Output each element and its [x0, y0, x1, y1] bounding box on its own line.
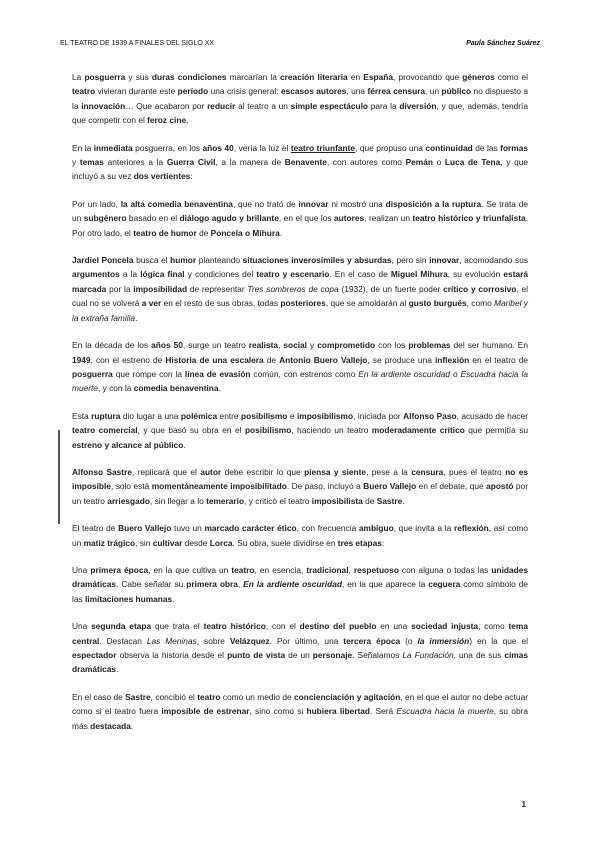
text-run: , con autores como — [326, 157, 406, 168]
text-run: diálogo agudo y brillante — [179, 213, 279, 224]
text-run: Escuadra hacia la muerte — [72, 368, 529, 394]
text-run: . — [116, 664, 119, 675]
text-run: Lorca — [209, 537, 233, 548]
text-run: (1932), de un fuerte poder — [338, 283, 444, 294]
text-run: : — [381, 537, 385, 548]
text-run: y condiciones del — [184, 269, 257, 280]
text-run: gusto burgués — [408, 298, 467, 309]
text-run: Antonio Buero Vallejo — [279, 354, 368, 365]
text-run: , haciendo un teatro — [291, 425, 372, 436]
text-run: España — [363, 72, 393, 82]
text-run: crítico y corrosivo — [443, 283, 517, 294]
text-run: . — [402, 495, 405, 506]
paragraph — [72, 70, 528, 128]
text-run: debe escribir lo que — [221, 466, 305, 477]
text-run: , como — [478, 621, 509, 632]
text-run: arriesgado — [107, 495, 150, 506]
text-run: Poncela o Mihura — [210, 227, 280, 238]
text-run: , que invita a la — [393, 523, 454, 534]
text-run: , en la que cultiva un — [148, 564, 232, 575]
text-run: teatro histórico y triunfalista — [412, 213, 526, 224]
text-run: . Se trata de un — [72, 198, 528, 224]
text-run: posguerra — [84, 72, 126, 82]
text-run: limitaciones humanas — [84, 593, 173, 604]
text-run: ambiguo — [358, 523, 394, 534]
text-run: con los — [375, 340, 409, 351]
text-run: . — [172, 593, 175, 604]
document-title: EL TEATRO DE 1939 A FINALES DEL SIGLO XX — [60, 40, 215, 47]
text-run: concienciación y agitación — [294, 691, 401, 702]
text-run: , un — [425, 86, 442, 97]
text-run: , en el que los — [278, 213, 335, 224]
paragraph — [72, 197, 528, 240]
text-run: Benavente — [284, 157, 327, 168]
text-run: no es imposible — [72, 466, 528, 492]
text-run: Buero Vallejo — [363, 481, 417, 492]
text-run: , con el — [265, 621, 300, 632]
text-run: disposición a la ruptura — [385, 198, 482, 209]
text-run: En el caso de — [72, 691, 126, 702]
text-run: piensa y siente — [304, 466, 367, 477]
text-run: humor — [170, 255, 197, 266]
paragraph — [72, 465, 528, 508]
text-run: situaciones inverosímiles y absurdas — [242, 255, 392, 266]
text-run: . — [279, 227, 283, 238]
text-run: , pues el teatro — [443, 466, 506, 477]
text-run: géneros — [462, 72, 495, 82]
text-run: moderadamente crítico — [371, 425, 465, 436]
text-run: , su evolución — [447, 269, 504, 280]
text-run: basado en el — [126, 213, 180, 224]
text-run: : — [276, 86, 281, 97]
text-run: , realizan un — [364, 213, 413, 224]
text-run: de — [362, 495, 377, 506]
text-run: Alfonso Sastre — [72, 466, 132, 477]
text-run: tres etapas — [337, 537, 382, 548]
text-run: como símbolo de las — [72, 579, 528, 604]
text-run: . Cabe señalar su — [116, 579, 187, 590]
text-run: Esta — [72, 410, 92, 421]
text-run: , a la manera de — [215, 157, 285, 168]
text-run: escasos autores — [280, 86, 347, 97]
text-run: , — [278, 340, 284, 351]
text-run: estará marcada — [72, 269, 529, 294]
text-run: inmediata — [93, 142, 133, 153]
text-run: (o — [400, 635, 418, 646]
text-run: teatro histórico — [203, 621, 266, 632]
text-run: entre — [217, 410, 242, 421]
text-run: , provocando que — [392, 72, 463, 82]
text-run: tradicional — [306, 564, 349, 575]
text-run: ) en la que el — [469, 635, 528, 646]
text-run: , — [348, 564, 354, 575]
text-run: Por un lado, — [72, 198, 121, 209]
text-run: posguerra — [72, 368, 113, 379]
text-run: La — [72, 72, 85, 82]
text-run: … Que acabaron por — [125, 100, 208, 111]
text-run: vivieran durante este — [95, 86, 178, 97]
paragraph — [72, 563, 528, 606]
author-name: Paula Sánchez Suárez — [466, 40, 540, 47]
text-run: , acomodando sus — [459, 255, 529, 266]
text-run: espectador — [72, 650, 117, 660]
text-run: primera obra — [186, 579, 238, 590]
text-run: punto de vista — [227, 650, 286, 660]
text-run: la inmersión — [417, 635, 470, 646]
text-run: observa la historia desde el — [116, 650, 228, 660]
text-run: momentáneamente imposibilitado — [151, 481, 287, 492]
text-run: ruptura — [91, 410, 121, 421]
text-run: en el debate, que — [416, 481, 487, 492]
text-run: férrea censura — [367, 86, 426, 97]
text-run: , y que basó su obra en el — [137, 425, 245, 436]
text-run: , con frecuencia — [296, 523, 359, 534]
text-run: dos vertientes — [133, 171, 191, 182]
text-run: , vería la luz el — [233, 142, 291, 153]
text-run: teatro de humor — [133, 227, 197, 238]
text-run: reducir — [207, 100, 236, 111]
page-number: 1 — [521, 800, 526, 809]
text-run: temas — [79, 157, 104, 168]
text-run: , que se amoldarán al — [325, 298, 409, 309]
paragraph — [72, 690, 528, 733]
text-run: 1949 — [72, 354, 91, 365]
text-run: no dispuesto a la — [72, 86, 529, 111]
text-run: una — [208, 86, 227, 97]
text-run: del ser humano. En — [450, 340, 528, 351]
text-run: anteriores a la — [103, 157, 167, 168]
text-run: Pemán — [405, 157, 433, 168]
text-run: por la — [106, 283, 134, 294]
text-run: como el — [494, 72, 528, 82]
text-run: como un medio de — [220, 691, 295, 702]
text-run: y — [307, 340, 318, 351]
text-run: Sastre — [125, 691, 151, 702]
text-run: . Por otro lado, el — [72, 213, 528, 238]
text-run: temerario — [206, 495, 245, 506]
text-run: argumentos — [72, 269, 120, 280]
text-run: , replicará que el — [131, 466, 201, 477]
text-run: reflexión — [453, 523, 489, 534]
text-run: , que no trató de — [232, 198, 299, 209]
text-run: que trata el — [151, 621, 204, 632]
text-run: imposibilidad — [133, 283, 188, 294]
text-run: años 50 — [151, 340, 183, 351]
text-run: , surge un teatro — [182, 340, 249, 351]
text-run: la alta comedia benaventina — [120, 198, 233, 209]
text-run: En la ardiente oscuridad — [358, 368, 451, 379]
text-run: período — [177, 86, 209, 97]
text-run: respetuoso — [353, 564, 399, 575]
paragraph — [72, 253, 528, 325]
text-run: . Será — [369, 706, 397, 717]
text-run: comedia benaventina — [133, 383, 219, 394]
text-run: por un teatro — [72, 481, 528, 506]
text-run: , el cual no se volverá — [72, 283, 529, 309]
text-run: unidades dramáticas — [72, 564, 529, 590]
paragraph — [72, 409, 528, 452]
text-run: de — [196, 227, 211, 238]
text-run: continuidad — [425, 142, 473, 153]
text-run: innovación — [81, 100, 126, 111]
text-run: hubiera libertad — [306, 706, 370, 717]
text-run: lógica final — [140, 269, 185, 280]
text-run: autores — [334, 213, 365, 224]
text-run: Luca de Tena — [444, 157, 501, 168]
text-run: social — [283, 340, 307, 351]
text-run: . Por último, una — [269, 635, 344, 646]
text-run: primera época — [90, 564, 149, 575]
text-run: . Su obra, suele dividirse en — [232, 537, 338, 548]
text-run: Miguel Mihura — [390, 269, 448, 280]
text-run: Una — [72, 564, 91, 575]
text-run: ni mostró una — [328, 198, 386, 209]
text-run: ceguera — [428, 579, 461, 590]
text-run: destino del pueblo — [299, 621, 377, 632]
text-run: . De paso, incluyó a — [286, 481, 364, 492]
text-run: Las Meninas — [146, 635, 197, 646]
text-run: En la — [72, 142, 94, 153]
text-run: , su obra más — [72, 706, 529, 731]
text-run: duras condiciones — [151, 72, 227, 82]
text-run: de — [263, 354, 280, 365]
text-run: crisis general — [226, 86, 277, 97]
text-run: de las — [472, 142, 501, 153]
text-run: diversión — [399, 100, 437, 111]
text-run: que permitía su — [464, 425, 529, 436]
text-run: teatro — [197, 691, 221, 702]
text-run: común, con estrenos como — [250, 368, 359, 379]
text-run: de representar — [187, 283, 248, 294]
text-run: , pese a la — [366, 466, 412, 477]
paragraph — [72, 619, 528, 677]
text-run: con alguna o todas las — [398, 564, 492, 575]
text-run: en el resto de sus obras, todas — [161, 298, 281, 309]
text-run: . En el caso de — [329, 269, 391, 280]
text-run: , sin llegar a lo — [149, 495, 207, 506]
paragraph — [72, 338, 528, 396]
text-run: y — [72, 157, 80, 168]
text-run: a la — [119, 269, 141, 280]
text-run: , y criticó el teatro — [244, 495, 312, 506]
text-run: : — [190, 171, 193, 182]
text-run: polémica — [180, 410, 218, 421]
text-run: subgénero — [83, 213, 127, 224]
text-run: formas — [500, 142, 528, 153]
text-run: Escuadra hacia la muerte — [396, 706, 494, 717]
text-run: . — [135, 312, 138, 323]
text-run: , una de sus — [453, 650, 505, 660]
text-run: sociedad injusta — [411, 621, 479, 632]
text-run: innovar — [429, 255, 460, 266]
text-run: o — [450, 368, 461, 379]
text-run: línea de evasión — [184, 368, 251, 379]
text-run: Guerra Civil — [166, 157, 216, 168]
text-run: Jardiel Poncela — [72, 255, 134, 266]
text-run: estreno y alcance al público — [72, 439, 184, 450]
text-run: apostó — [486, 481, 514, 492]
text-run: e — [287, 410, 297, 421]
text-run: , se produce una — [367, 354, 435, 365]
text-run: dio lugar a una — [120, 410, 181, 421]
text-run: para la — [368, 100, 400, 111]
text-run: censura — [411, 466, 444, 477]
text-run: , en el que el autor no debe actuar como si el teatro fuera — [72, 691, 528, 717]
text-run: público — [441, 86, 472, 97]
text-run: realista — [248, 340, 278, 351]
text-run: , con el estreno de — [90, 354, 166, 365]
text-run: que rompe con la — [112, 368, 185, 379]
text-run: y sus — [125, 72, 152, 82]
text-run: , que propuso una — [355, 142, 426, 153]
text-run: marcado carácter ético — [204, 523, 297, 534]
text-run: tuvo un — [171, 523, 205, 534]
text-run: años 40 — [202, 142, 234, 153]
text-run: comprometido — [317, 340, 376, 351]
text-run: teatro triunfante — [290, 142, 356, 153]
text-run: Maribel y la extraña familia — [72, 298, 528, 323]
text-run: , así como un — [72, 523, 528, 548]
text-run: posteriores — [280, 298, 326, 309]
text-run: , una — [346, 86, 368, 97]
text-run: a ver — [141, 298, 162, 309]
text-run: Sastre — [376, 495, 403, 506]
text-run: , pero sin — [391, 255, 430, 266]
text-run: La Fundación — [402, 650, 454, 660]
text-run: Historia de una escalera — [165, 354, 264, 365]
text-run: tema central — [72, 621, 528, 646]
text-run: cimas dramáticas — [72, 650, 528, 675]
text-run: marcarían la — [226, 72, 281, 82]
text-run: . Señalamos — [352, 650, 403, 660]
text-run: teatro — [72, 86, 96, 97]
text-run: en una — [376, 621, 412, 632]
text-run: feroz cine — [147, 115, 187, 126]
text-run: en — [347, 72, 364, 82]
text-run: . — [218, 383, 221, 394]
text-run: autor — [200, 466, 222, 477]
text-run: , iniciada por — [353, 410, 404, 421]
text-run: . — [183, 439, 186, 450]
text-run: segunda etapa — [91, 621, 152, 632]
text-run: en el teatro de — [469, 354, 529, 365]
text-run: de un — [285, 650, 313, 660]
text-run: Alfonso Paso — [403, 410, 457, 421]
text-run: , sobre — [196, 635, 230, 646]
text-run: planteando — [196, 255, 243, 266]
text-run: tercera época — [343, 635, 401, 646]
text-run: destacada — [90, 720, 131, 731]
text-run: , y que, además, tendría que competir con el — [72, 100, 529, 126]
text-run: , sino como si — [249, 706, 307, 717]
paragraph — [72, 141, 528, 184]
paragraph — [72, 521, 528, 550]
text-run: , como — [466, 298, 495, 309]
text-run: , y que incluyó a su vez — [72, 157, 528, 182]
text-run: posibilismo — [244, 425, 292, 436]
text-run: . — [186, 115, 189, 126]
text-run: , concibió el — [150, 691, 198, 702]
page-header — [60, 40, 540, 54]
text-run: teatro — [231, 564, 255, 575]
text-run: creación literaria — [280, 72, 348, 82]
text-run: imposibilismo — [296, 410, 354, 421]
text-run: simple espectáculo — [290, 100, 369, 111]
text-run: . Destacan — [99, 635, 147, 646]
text-run: inflexión — [434, 354, 470, 365]
text-run: , solo está — [110, 481, 152, 492]
text-run: Buero Vallejo — [118, 523, 172, 534]
text-run: En la década de los — [72, 340, 152, 351]
text-run: , y con la — [97, 383, 134, 394]
text-run: , acusado de hacer — [456, 410, 528, 421]
text-run: personaje — [312, 650, 353, 660]
text-run: Una — [72, 621, 92, 632]
text-run: al teatro a un — [235, 100, 291, 111]
text-run: imposible de estrenar — [161, 706, 250, 717]
text-run: cultivar — [152, 537, 183, 548]
text-run: Tres sombreros de copa — [247, 283, 339, 294]
text-run: En la ardiente oscuridad — [243, 579, 342, 590]
margin-bar — [58, 430, 60, 524]
text-run: . — [130, 720, 134, 731]
text-run: busca el — [133, 255, 171, 266]
text-run: , sin — [135, 537, 153, 548]
text-run: teatro comercial — [72, 425, 138, 436]
document-body — [72, 70, 528, 746]
text-run: teatro y escenario — [256, 269, 330, 280]
text-run: imposibilista — [311, 495, 363, 506]
text-run: matiz trágico — [83, 537, 136, 548]
text-run: innovar — [298, 198, 329, 209]
text-run: Velázquez — [229, 635, 270, 646]
text-run: posibilismo — [241, 410, 288, 421]
text-run: posguerra, en los — [132, 142, 203, 153]
text-run: , en la que aparece la — [341, 579, 429, 590]
text-run: desde — [182, 537, 210, 548]
text-run: problemas — [408, 340, 451, 351]
text-run: El teatro de — [72, 523, 119, 534]
text-run: , — [237, 579, 244, 590]
text-run: o — [432, 157, 445, 168]
text-run: , en esencia, — [254, 564, 307, 575]
